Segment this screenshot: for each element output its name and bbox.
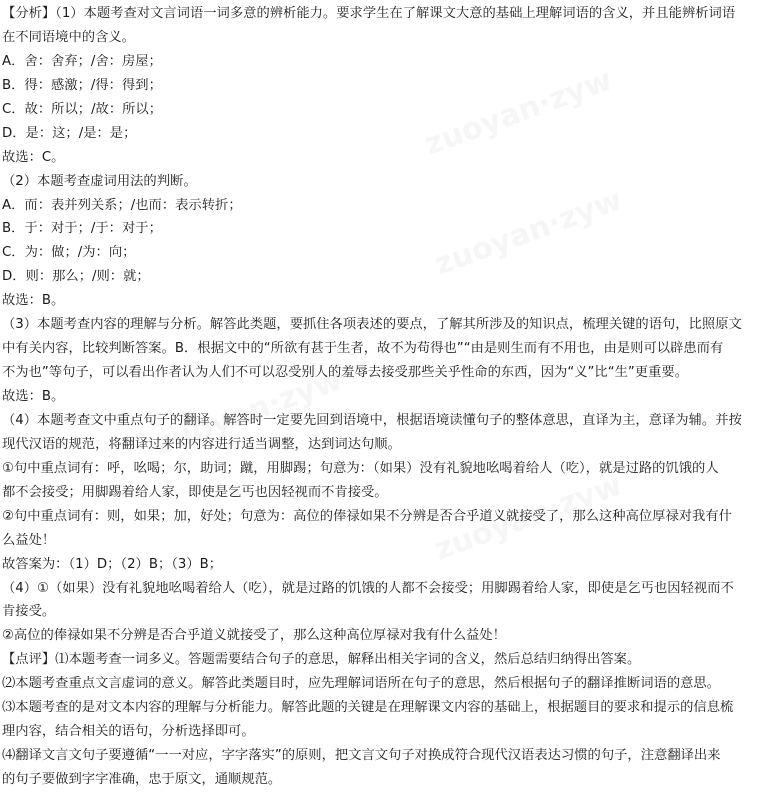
text-line: 【分析】（1）本题考查对文言词语一词多意的辨析能力。要求学生在了解课文大意的基础上理解词语的含义，并且能辨析词语 bbox=[2, 6, 736, 21]
text-line: 故选：C。 bbox=[2, 149, 65, 165]
text-line: 理内容，结合相关的语句，分析选择即可。 bbox=[2, 724, 255, 740]
text-line: D．则：那么；/则：就； bbox=[2, 269, 150, 285]
text-line: 肯接受。 bbox=[2, 604, 56, 620]
text-line: 故选：B。 bbox=[2, 293, 65, 309]
text-line: A．舍：舍弃；/舍：房屋； bbox=[2, 53, 162, 69]
text-line: B．得：感激；/得：得到； bbox=[2, 77, 162, 93]
text-line: C．故：所以；/故：所以； bbox=[2, 101, 163, 117]
text-line: （2）本题考查虚词用法的判断。 bbox=[2, 173, 197, 189]
text-line: 【点评】⑴本题考查一词多义。答题需要结合句子的意思，解释出相关字词的含义，然后总结归纳得出答案。 bbox=[2, 652, 641, 668]
text-line: 故答案为：（1）D；（2）B；（3）B； bbox=[2, 556, 223, 572]
text-line: 在不同语境中的含义。 bbox=[2, 29, 135, 45]
analysis-document bbox=[2, 2, 778, 792]
text-line: ⑷翻译文言文句子要遵循“一一对应，字字落实”的原则，把文言文句子对换成符合现代汉语表达习惯的句子，注意翻译出来 bbox=[2, 748, 721, 764]
text-line: 现代汉语的规范，将翻译过来的内容进行适当调整，达到词达句顺。 bbox=[2, 436, 401, 452]
text-line: 么益处！ bbox=[2, 532, 56, 548]
text-line: ①句中重点词有：呼，吆喝；尔，助词；蹴，用脚踢；句意为：（如果）没有礼貌地吆喝着给人（吃），就是过路的饥饿的人 bbox=[2, 460, 719, 476]
text-line: ⑶本题考查的是对文本内容的理解与分析能力。解答此题的关键是在理解课文内容的基础上，根据题目的要求和提示的信息梳 bbox=[2, 700, 734, 716]
text-line: （4）①（如果）没有礼貌地吆喝着给人（吃），就是过路的饥饿的人都不会接受；用脚踢着给人家，即使是乞丐也因轻视而不 bbox=[2, 580, 734, 596]
text-line: B．于：对于；/于：对于； bbox=[2, 221, 162, 237]
text-line: ②高位的俸禄如果不分辨是否合乎道义就接受了，那么这种高位厚禄对我有什么益处！ bbox=[2, 628, 506, 644]
text-line: ②句中重点词有：则，如果；加，好处；句意为：高位的俸禄如果不分辨是否合乎道义就接受了，那么这种高位厚禄对我有什 bbox=[2, 508, 732, 524]
text-line: A．而：表并列关系；/也而：表示转折； bbox=[2, 197, 242, 213]
text-line: （3）本题考查内容的理解与分析。解答此类题，要抓住各项表述的要点，了解其所涉及的知识点，梳理关键的语句，比照原文 bbox=[2, 317, 742, 333]
text-line: 中有关内容，比较判断答案。B．根据文中的“所欲有甚于生者，故不为苟得也”“由是则生而有不用也，由是则可以辟患而有 bbox=[2, 341, 724, 357]
text-line: C．为：做；/为：向； bbox=[2, 245, 136, 261]
text-line: 的句子要做到字字准确，忠于原文，通顺规范。 bbox=[2, 772, 282, 787]
text-line: D．是：这；/是：是； bbox=[2, 125, 137, 141]
text-line: 故选：B。 bbox=[2, 389, 65, 404]
text-line: 都不会接受；用脚踢着给人家，即使是乞丐也因轻视而不肯接受。 bbox=[2, 484, 388, 500]
text-line: ⑵本题考查重点文言虚词的意义。解答此类题目时，应先理解词语所在句子的意思，然后根据句子的翻译推断词语的意思。 bbox=[2, 676, 721, 692]
text-line: （4）本题考查文中重点句子的翻译。解答时一定要先回到语境中，根据语境读懂句子的整体意思，直译为主，意译为辅。并按 bbox=[2, 412, 742, 428]
text-line: 不为也”等句子，可以看出作者认为人们不可以忍受别人的羞辱去接受那些关乎性命的东西，因为“义”比“生”更重要。 bbox=[2, 365, 688, 381]
